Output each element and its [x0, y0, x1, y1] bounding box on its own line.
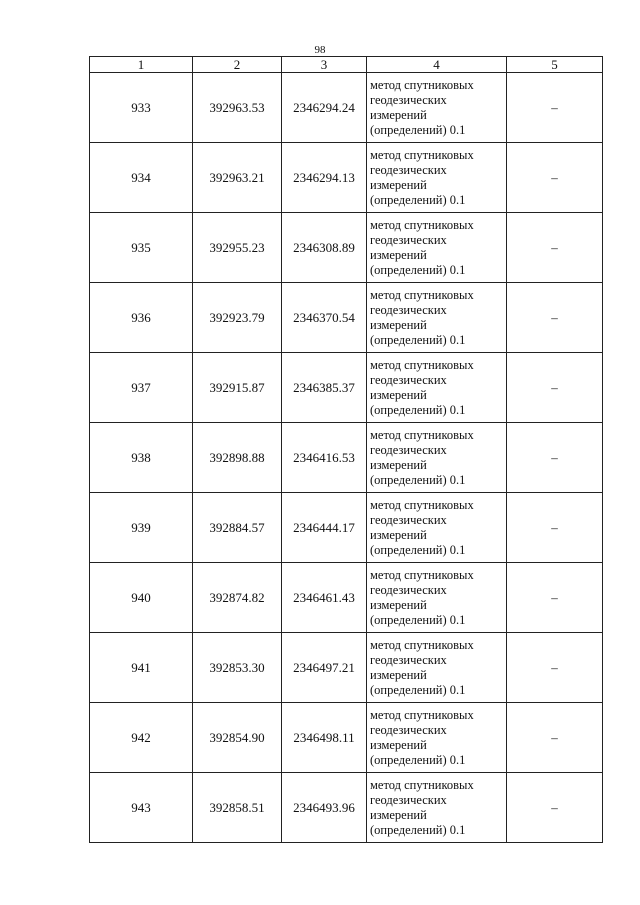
point-number-cell: 937	[90, 353, 193, 423]
note-cell: –	[507, 633, 603, 703]
method-line: (определений) 0.1	[370, 262, 466, 277]
method-line: измерений	[370, 317, 427, 332]
y-coordinate-cell: 2346370.54	[282, 283, 367, 353]
x-coordinate-cell: 392963.53	[193, 73, 282, 143]
note-cell: –	[507, 563, 603, 633]
header-col-4: 4	[367, 57, 507, 73]
method-line: измерений	[370, 387, 427, 402]
point-number-cell: 942	[90, 703, 193, 773]
method-line: измерений	[370, 737, 427, 752]
method-cell	[367, 73, 507, 143]
table-row	[90, 213, 603, 283]
table-row	[90, 73, 603, 143]
x-coordinate-cell: 392884.57	[193, 493, 282, 563]
x-coordinate-cell: 392955.23	[193, 213, 282, 283]
y-coordinate-cell: 2346497.21	[282, 633, 367, 703]
method-line: (определений) 0.1	[370, 822, 466, 837]
method-line: геодезических	[370, 722, 447, 737]
method-line: измерений	[370, 177, 427, 192]
method-line: метод спутниковых	[370, 567, 474, 582]
method-line: измерений	[370, 457, 427, 472]
point-number-cell: 940	[90, 563, 193, 633]
x-coordinate-cell: 392853.30	[193, 633, 282, 703]
y-coordinate-cell: 2346385.37	[282, 353, 367, 423]
y-coordinate-cell: 2346444.17	[282, 493, 367, 563]
method-line: геодезических	[370, 372, 447, 387]
header-row	[90, 57, 603, 73]
method-cell	[367, 633, 507, 703]
note-cell: –	[507, 143, 603, 213]
method-line: (определений) 0.1	[370, 122, 466, 137]
method-line: геодезических	[370, 652, 447, 667]
note-cell: –	[507, 213, 603, 283]
method-line: метод спутниковых	[370, 707, 474, 722]
method-line: метод спутниковых	[370, 217, 474, 232]
x-coordinate-cell: 392858.51	[193, 773, 282, 843]
point-number-cell: 936	[90, 283, 193, 353]
method-cell	[367, 353, 507, 423]
y-coordinate-cell: 2346461.43	[282, 563, 367, 633]
method-cell	[367, 703, 507, 773]
coordinates-table	[89, 56, 603, 843]
method-line: измерений	[370, 597, 427, 612]
method-line: геодезических	[370, 582, 447, 597]
method-line: измерений	[370, 807, 427, 822]
table-row	[90, 143, 603, 213]
y-coordinate-cell: 2346294.24	[282, 73, 367, 143]
point-number-cell: 935	[90, 213, 193, 283]
point-number-cell: 941	[90, 633, 193, 703]
x-coordinate-cell: 392874.82	[193, 563, 282, 633]
method-line: (определений) 0.1	[370, 542, 466, 557]
method-line: метод спутниковых	[370, 287, 474, 302]
table-header	[90, 57, 603, 73]
method-cell	[367, 563, 507, 633]
method-line: геодезических	[370, 232, 447, 247]
method-line: метод спутниковых	[370, 777, 474, 792]
method-line: измерений	[370, 107, 427, 122]
point-number-cell: 934	[90, 143, 193, 213]
point-number-cell: 939	[90, 493, 193, 563]
y-coordinate-cell: 2346498.11	[282, 703, 367, 773]
table-body	[90, 73, 603, 843]
method-line: метод спутниковых	[370, 497, 474, 512]
method-line: геодезических	[370, 442, 447, 457]
y-coordinate-cell: 2346416.53	[282, 423, 367, 493]
table-row	[90, 703, 603, 773]
x-coordinate-cell: 392923.79	[193, 283, 282, 353]
note-cell: –	[507, 283, 603, 353]
method-line: (определений) 0.1	[370, 192, 466, 207]
method-cell	[367, 423, 507, 493]
point-number-cell: 943	[90, 773, 193, 843]
header-col-2: 2	[193, 57, 282, 73]
method-line: геодезических	[370, 162, 447, 177]
method-line: (определений) 0.1	[370, 682, 466, 697]
note-cell: –	[507, 493, 603, 563]
method-line: (определений) 0.1	[370, 752, 466, 767]
table-row	[90, 423, 603, 493]
x-coordinate-cell: 392963.21	[193, 143, 282, 213]
note-cell: –	[507, 773, 603, 843]
note-cell: –	[507, 353, 603, 423]
note-cell: –	[507, 703, 603, 773]
table-row	[90, 633, 603, 703]
method-line: измерений	[370, 527, 427, 542]
method-line: метод спутниковых	[370, 357, 474, 372]
method-cell	[367, 493, 507, 563]
method-cell	[367, 143, 507, 213]
table-row	[90, 563, 603, 633]
table-row	[90, 773, 603, 843]
method-cell	[367, 213, 507, 283]
method-line: измерений	[370, 667, 427, 682]
table-row	[90, 283, 603, 353]
method-line: метод спутниковых	[370, 427, 474, 442]
method-line: геодезических	[370, 512, 447, 527]
header-col-1: 1	[90, 57, 193, 73]
page-number: 98	[314, 44, 326, 56]
method-cell	[367, 283, 507, 353]
y-coordinate-cell: 2346493.96	[282, 773, 367, 843]
method-line: (определений) 0.1	[370, 612, 466, 627]
method-line: (определений) 0.1	[370, 402, 466, 417]
table-row	[90, 493, 603, 563]
method-line: геодезических	[370, 302, 447, 317]
method-line: геодезических	[370, 92, 447, 107]
point-number-cell: 938	[90, 423, 193, 493]
x-coordinate-cell: 392915.87	[193, 353, 282, 423]
method-line: (определений) 0.1	[370, 472, 466, 487]
table-row	[90, 353, 603, 423]
x-coordinate-cell: 392898.88	[193, 423, 282, 493]
method-line: метод спутниковых	[370, 77, 474, 92]
point-number-cell: 933	[90, 73, 193, 143]
note-cell: –	[507, 73, 603, 143]
method-line: геодезических	[370, 792, 447, 807]
header-col-3: 3	[282, 57, 367, 73]
method-line: (определений) 0.1	[370, 332, 466, 347]
note-cell: –	[507, 423, 603, 493]
method-line: метод спутниковых	[370, 147, 474, 162]
method-cell	[367, 773, 507, 843]
method-line: измерений	[370, 247, 427, 262]
y-coordinate-cell: 2346294.13	[282, 143, 367, 213]
method-line: метод спутниковых	[370, 637, 474, 652]
x-coordinate-cell: 392854.90	[193, 703, 282, 773]
y-coordinate-cell: 2346308.89	[282, 213, 367, 283]
header-col-5: 5	[507, 57, 603, 73]
